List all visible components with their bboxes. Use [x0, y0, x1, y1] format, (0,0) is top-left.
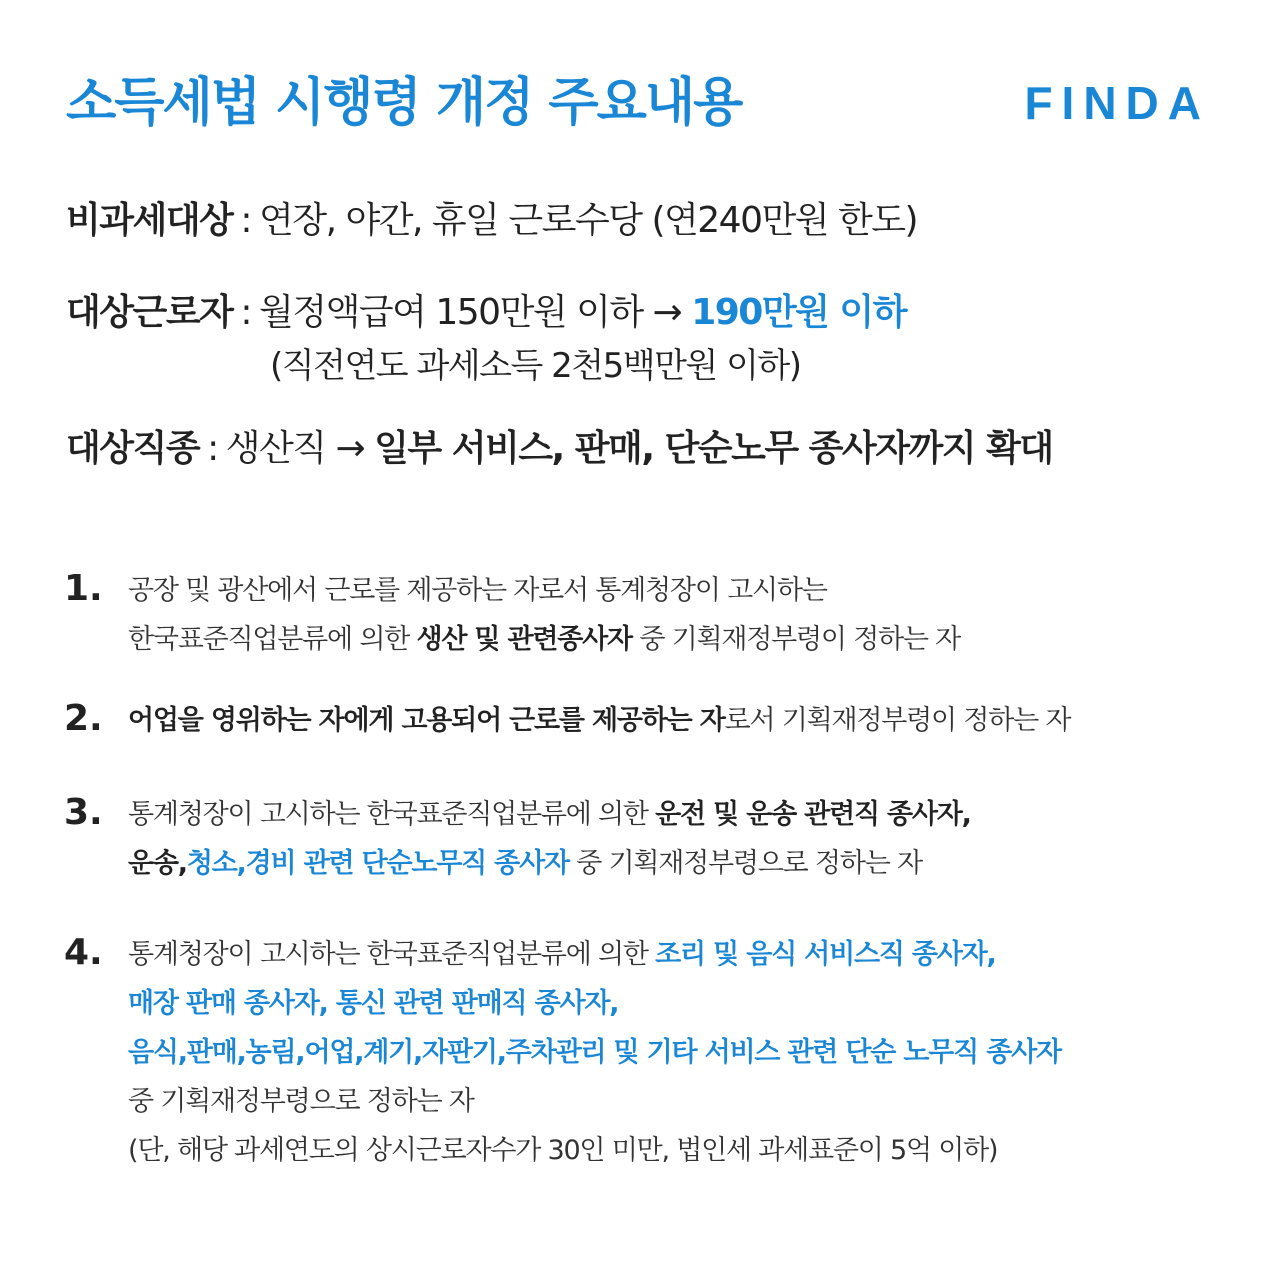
item-emphasis: 생산 및 관련종사자	[416, 624, 632, 655]
item-number: 1.	[64, 568, 103, 609]
item-body	[128, 566, 960, 664]
item-body	[128, 930, 1061, 1175]
item-line: (단, 해당 과세연도의 상시근로자수가 30인 미만, 법인세 과세표준이 5억 이하)	[128, 1135, 998, 1166]
item-highlight: 조리 및 음식 서비스직 종사자,	[655, 939, 996, 970]
summary-separator: :	[240, 292, 252, 333]
summary-text: 연장, 야간, 휴일 근로수당 (연240만원 한도)	[259, 200, 918, 241]
item-line: 매장 판매 종사자, 통신 관련 판매직 종사자,	[128, 988, 619, 1019]
item-line	[128, 790, 971, 839]
item-line	[128, 615, 960, 664]
item-body	[128, 696, 1070, 745]
summary-text: 월정액급여 150만원 이하 →	[259, 292, 682, 333]
item-line: 음식,판매,농림,어업,계기,자판기,주차관리 및 기타 서비스 관련 단순 노무직 종사자	[128, 1037, 1061, 1068]
item-number: 2.	[64, 698, 103, 739]
item-text: 로서 기획재정부령이 정하는 자	[724, 705, 1071, 736]
item-emphasis: 운송,	[128, 848, 187, 879]
item-text: 한국표준직업분류에 의한	[128, 624, 417, 655]
summary-separator: :	[207, 428, 218, 469]
item-emphasis: 어업을 영위하는 자에게 고용되어 근로를 제공하는 자	[128, 705, 725, 736]
item-body	[128, 790, 971, 888]
summary-line-occupations	[66, 420, 1053, 471]
item-line	[128, 696, 1070, 745]
summary-text: 생산직 →	[225, 428, 365, 469]
item-text: 중 기획재정부령이 정하는 자	[631, 624, 961, 655]
item-text: 통계청장이 고시하는 한국표준직업분류에 의한	[128, 939, 656, 970]
item-number: 3.	[64, 792, 103, 833]
item-line: 공장 및 광산에서 근로를 제공하는 자로서 통계청장이 고시하는	[128, 575, 827, 606]
summary-separator: :	[240, 200, 252, 241]
item-text: 통계청장이 고시하는 한국표준직업분류에 의한	[128, 799, 656, 830]
summary-line-nontaxable	[66, 192, 917, 243]
item-line	[128, 839, 971, 888]
summary-highlight: 190만원 이하	[691, 292, 906, 333]
item-highlight: 청소,경비 관련 단순노무직 종사자	[186, 848, 569, 879]
summary-key: 대상근로자	[66, 292, 233, 333]
item-line: 중 기획재정부령으로 정하는 자	[128, 1086, 474, 1117]
finda-logo: FINDA	[1024, 77, 1210, 129]
item-text: 중 기획재정부령으로 정하는 자	[568, 848, 922, 879]
item-emphasis: 운전 및 운송 관련직 종사자,	[655, 799, 971, 830]
item-number: 4.	[64, 932, 103, 973]
summary-key: 대상직종	[66, 428, 200, 469]
item-line	[128, 930, 1061, 979]
summary-line-workers	[66, 284, 906, 386]
summary-key: 비과세대상	[66, 200, 233, 241]
page-title: 소득세법 시행령 개정 주요내용	[66, 73, 742, 133]
summary-subnote: (직전연도 과세소득 2천5백만원 이하)	[270, 346, 801, 386]
summary-highlight: 일부 서비스, 판매, 단순노무 종사자까지 확대	[374, 428, 1053, 469]
